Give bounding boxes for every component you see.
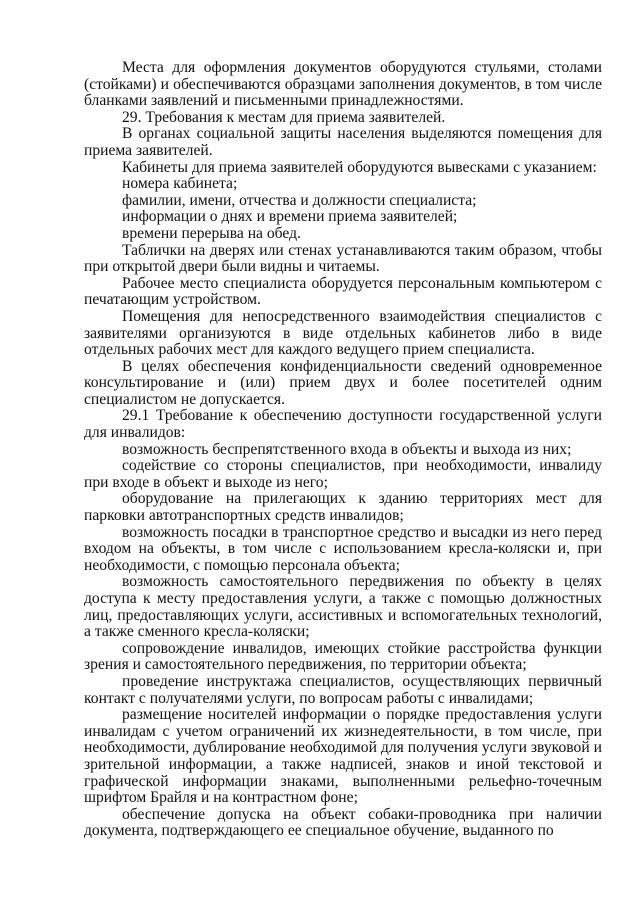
list-item-lunch-break: времени перерыва на обед. (122, 224, 301, 242)
list-item-guide-dog: обеспечение допуска на объект собаки-проводника при наличии документа, подтверждающего ее специальное обучение, выданного по (84, 805, 602, 840)
paragraph-signage-intro: Кабинеты для приема заявителей оборудуются вывесками с указанием: (122, 158, 597, 176)
paragraph-interaction-rooms: Помещения для непосредственного взаимодействия специалистов с заявителями организуются в виде отдельных кабинетов либо в виде отдельных рабочих мест для каждого ведущего прием специалиста. (84, 307, 602, 359)
paragraph-confidentiality: В целях обеспечения конфиденциальности сведений одновременное консультирование и (или) прием двух и более посетителей одним специалистом не допускается. (84, 357, 602, 408)
list-item-free-entry: возможность беспрепятственного входа в объекты и выхода из них; (122, 440, 572, 458)
paragraph-signs-visibility: Таблички на дверях или стенах устанавливаются таким образом, чтобы при открытой двери были видны и читаемы. (84, 241, 602, 276)
list-item-staff-briefing: проведение инструктажа специалистов, осуществляющих первичный контакт с получателями услуги, по вопросам работы с инвалидами; (84, 672, 602, 707)
list-item-independent-movement: возможность самостоятельного передвижения по объекту в целях доступа к месту предоставления услуги, а также с помощью должностных лиц, предоставляющих услуги, ассистивных и вспомогательных технологий, а также сменного кресла-коляски; (84, 573, 602, 641)
paragraph-rooms-allocated: В органах социальной защиты населения выделяются помещения для приема заявителей. (84, 125, 602, 159)
list-item-escort: сопровождение инвалидов, имеющих стойкие расстройства функции зрения и самостоятельного передвижения, по территории объекта; (84, 639, 602, 674)
list-item-parking: оборудование на прилегающих к зданию территориях мест для парковки автотранспортных средств инвалидов; (84, 490, 602, 525)
list-item-vehicle-boarding: возможность посадки в транспортное средство и высадки из него перед входом на объекты, в том числе с использованием кресла-коляски и, при необходимости, с помощью персонала объекта; (84, 523, 602, 574)
document-body (84, 60, 602, 840)
paragraph-document-forms-places: Места для оформления документов оборудуются стульями, столами (стойками) и обеспечиваются образцами заполнения документов, в том числе бланками заявлений и письменными принадлежностями. (84, 59, 602, 110)
list-item-room-number: номера кабинета; (122, 175, 238, 193)
list-item-reception-hours: информации о днях и времени приема заявителей; (122, 208, 458, 226)
paragraph-workplace-equipment: Рабочее место специалиста оборудуется персональным компьютером с печатающим устройством. (84, 274, 602, 309)
list-item-information-carriers: размещение носителей информации о порядке предоставления услуги инвалидам с учетом ограничений их жизнедеятельности, в том числе, при необходимости, дублирование необходимой для получения услуги звуковой и зрительной информации, а также надписей, знаков и иной текстовой и графической информации знаками, выполненными рельефно-точечным шрифтом Брайля и на контрастном фоне; (84, 706, 602, 807)
section-heading-29-1: 29.1 Требование к обеспечению доступности государственной услуги для инвалидов: (84, 407, 602, 442)
list-item-staff-assistance: содействие со стороны специалистов, при необходимости, инвалиду при входе в объект и выходе из него; (84, 457, 602, 491)
list-item-specialist-name: фамилии, имени, отчества и должности специалиста; (122, 191, 477, 209)
section-heading-29: 29. Требования к местам для приема заявителей. (122, 108, 446, 126)
